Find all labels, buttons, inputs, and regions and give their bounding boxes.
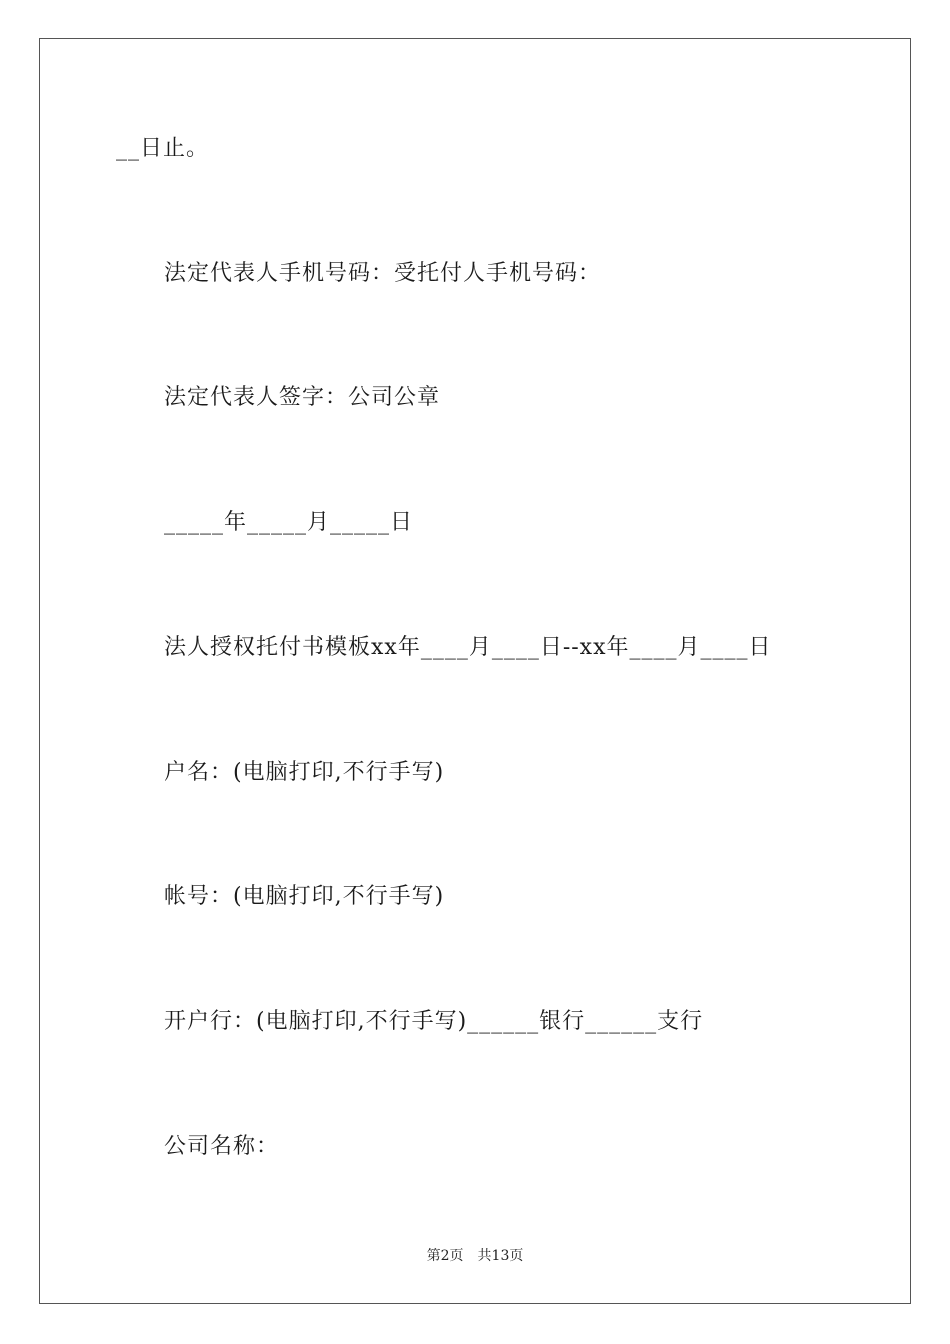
text-line-company-name: 公司名称： <box>164 1134 280 1159</box>
page-border <box>39 38 911 1304</box>
text-line-phone-numbers: 法定代表人手机号码：受托付人手机号码： <box>164 261 602 286</box>
text-line-account-number: 帐号：(电脑打印,不行手写) <box>164 884 445 909</box>
page-number-footer: 第2页 共13页 <box>426 1248 524 1264</box>
text-line-account-name: 户名：(电脑打印,不行手写) <box>164 760 445 785</box>
text-line-template-title: 法人授权托付书模板xx年____月____日--xx年____月____日 <box>164 635 772 660</box>
text-line-date-blank: _____年_____月_____日 <box>164 510 414 535</box>
text-line-signature-seal: 法定代表人签字：公司公章 <box>164 385 441 410</box>
text-line-end-date: __日止。 <box>116 136 210 161</box>
text-line-bank: 开户行：(电脑打印,不行手写)______银行______支行 <box>164 1009 704 1034</box>
